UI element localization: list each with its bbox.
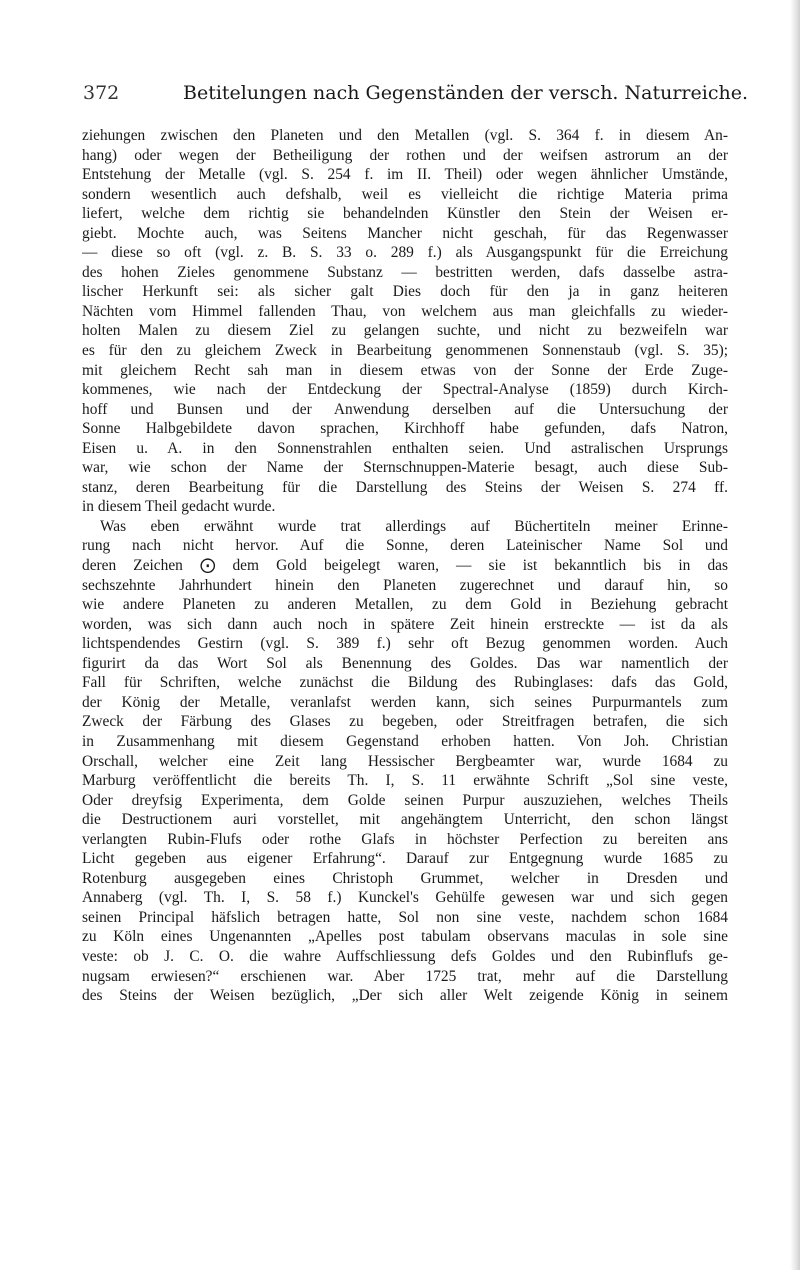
text-line-33: Orschall, welcher eine Zeit lang Hessischer Bergbeamter war, wurde 1684 zu <box>82 752 728 770</box>
page-edge-shadow <box>790 0 800 1270</box>
text-line-22: rung nach nicht hervor. Auf die Sonne, deren Lateinischer Name Sol und <box>82 537 728 555</box>
text-line-28: figurirt da das Wort Sol als Benennung des Goldes. Das war namentlich der <box>82 654 728 672</box>
text-line-21: Was eben erwähnt wurde trat allerdings auf Büchertiteln meiner Erinne- <box>100 517 728 535</box>
text-line-13: mit gleichem Recht sah man in diesem etwas von der Sonne der Erde Zuge- <box>82 361 728 379</box>
text-line-12: es für den zu gleichem Zweck in Bearbeitung genommenen Sonnenstaub (vgl. S. 35); <box>82 342 728 360</box>
text-line-36: die Destructionem auri vorstellet, mit angehängtem Unterricht, den schon längst <box>82 811 728 829</box>
text-line-16: Sonne Halbgebildete davon sprachen, Kirchhoff habe gefunden, dafs Natron, <box>82 420 728 438</box>
text-line-37: verlangten Rubin-Flufs oder rothe Glafs in höchster Perfection zu bereiten ans <box>82 830 728 848</box>
text-line-46 <box>82 1006 728 1026</box>
text-line-17: Eisen u. A. in den Sonnenstrahlen enthalten seien. Und astralischen Ursprungs <box>82 439 728 457</box>
text-line-25: wie andere Planeten zu anderen Metallen, zu dem Gold in Beziehung gebracht <box>82 596 728 614</box>
text-line-30: der König der Metalle, veranlafst werden kann, sich seines Purpurmantels zum <box>82 693 728 711</box>
text-line-40: Annaberg (vgl. Th. I, S. 58 f.) Kunckel's Gehülfe gewesen war und sich gegen <box>82 889 728 907</box>
page-number: 372 <box>83 82 120 104</box>
text-line-27: lichtspendendes Gestirn (vgl. S. 389 f.) sehr oft Bezug genommen worden. Auch <box>82 635 728 653</box>
text-line-23: deren Zeichen ⨀ dem Gold beigelegt waren, — sie ist bekanntlich bis in das <box>82 557 728 575</box>
text-line-15: hoff und Bunsen und der Anwendung derselben auf die Untersuchung der <box>82 400 728 418</box>
text-line-14: kommenes, wie nach der Entdeckung der Spectral-Analyse (1859) durch Kirch- <box>82 381 728 399</box>
text-line-1: ziehungen zwischen den Planeten und den Metallen (vgl. S. 364 f. in diesem An- <box>82 127 728 144</box>
text-line-8: des hohen Zieles genommene Substanz — bestritten werden, dafs dasselbe astra- <box>82 263 728 281</box>
text-line-45: des Steins der Weisen bezüglich, „Der sich aller Welt zeigende König in seinem <box>82 987 728 1005</box>
text-line-34: Marburg veröffentlicht die bereits Th. I, S. 11 erwähnte Schrift „Sol sine veste, <box>82 772 728 790</box>
text-line-24: sechszehnte Jahrhundert hinein den Planeten zugerechnet und darauf hin, so <box>82 576 728 594</box>
text-line-39: Rotenburg ausgegeben eines Christoph Grummet, welcher in Dresden und <box>82 869 728 887</box>
running-title: Betitelungen nach Gegenständen der versch. Naturreiche. <box>183 82 748 104</box>
text-line-31: Zweck der Färbung des Glases zu begeben, oder Streitfragen betrafen, die sich <box>82 713 728 731</box>
text-line-44: nugsam erwiesen?“ erschienen war. Aber 1725 trat, mehr auf die Darstellung <box>82 967 728 985</box>
text-line-2: hang) oder wegen der Betheiligung der rothen und der weifsen astrorum an der <box>82 146 728 164</box>
text-line-20: in diesem Theil gedacht wurde. <box>82 498 276 516</box>
text-line-42: zu Köln eines Ungenannten „Apelles post tabulam observans maculas in sole sine <box>82 928 728 946</box>
body-text <box>82 126 728 1025</box>
text-line-6: giebt. Mochte auch, was Seitens Mancher nicht geschah, für das Regenwasser <box>82 224 728 242</box>
text-line-3: Entstehung der Metalle (vgl. S. 254 f. im II. Theil) oder wegen ähnlicher Umstände, <box>82 166 728 184</box>
text-line-4: sondern wesentlich auch defshalb, weil es vielleicht die richtige Materia prima <box>82 185 728 203</box>
text-line-38: Licht gegeben aus eigener Erfahrung“. Darauf zur Entgegnung wurde 1685 zu <box>82 850 728 868</box>
text-line-43: veste: ob J. C. O. die wahre Auffschliessung defs Goldes und den Rubinflufs ge- <box>82 947 728 965</box>
text-line-10: Nächten vom Himmel fallenden Thau, von welchem aus man gleichfalls zu wieder- <box>82 302 728 320</box>
text-line-7: — diese so oft (vgl. z. B. S. 33 o. 289 f.) als Ausgangspunkt für die Erreichung <box>82 244 728 262</box>
running-header <box>75 80 765 106</box>
text-line-35: Oder dreyfsig Experimenta, dem Golde seinen Purpur auszuziehen, welches Theils <box>82 791 728 809</box>
text-line-41: seinen Principal häfslich betragen hatte, Sol non sine veste, nachdem schon 1684 <box>82 908 728 926</box>
text-line-19: stanz, deren Bearbeitung für die Darstellung des Steins der Weisen S. 274 ff. <box>82 478 728 496</box>
text-line-18: war, wie schon der Name der Sternschnuppen-Materie besagt, auch diese Sub- <box>82 459 728 477</box>
text-line-9: lischer Herkunft sei: als sicher galt Dies doch für den ja in ganz heiteren <box>82 283 728 301</box>
text-line-26: worden, was sich dann auch noch in spätere Zeit hinein erstreckte — ist da als <box>82 615 728 633</box>
text-line-11: holten Malen zu diesem Ziel zu gelangen suchte, und nicht zu bezweifeln war <box>82 322 728 340</box>
text-line-5: liefert, welche dem richtig sie behandelnden Künstler den Stein der Weisen er- <box>82 205 728 223</box>
text-line-29: Fall für Schriften, welche zunächst die Bildung des Rubinglases: dafs das Gold, <box>82 674 728 692</box>
text-line-32: in Zusammenhang mit diesem Gegenstand erhoben hatten. Von Joh. Christian <box>82 732 728 750</box>
